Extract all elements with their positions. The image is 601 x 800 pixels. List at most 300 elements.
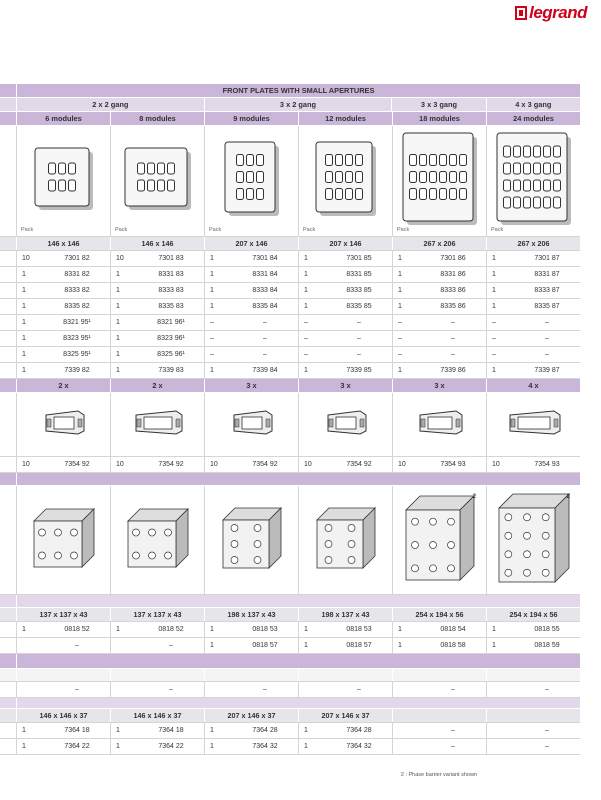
- catalogue-ref: –: [75, 642, 79, 649]
- pack-qty: 1: [116, 743, 120, 750]
- plate-size: 146 x 146: [110, 237, 204, 250]
- pack-qty: 1: [210, 255, 214, 262]
- pack-qty: [487, 682, 514, 697]
- table-row: [0, 299, 580, 315]
- boxes-band: [0, 473, 580, 486]
- frame-header: 3 x: [392, 379, 486, 392]
- pack-label: Pack: [115, 227, 128, 233]
- table-cell-group: [204, 315, 298, 330]
- catalogue-ref: 7364 32: [346, 743, 372, 750]
- table-row: [0, 363, 580, 379]
- table-cell-group: [16, 622, 110, 637]
- catalogue-ref: 7301 86: [440, 255, 466, 262]
- plate-image: [16, 126, 110, 236]
- box-image: [392, 486, 486, 594]
- pack-qty: 1: [210, 303, 214, 310]
- pack-qty: 1: [22, 335, 26, 342]
- plate-image: [486, 126, 580, 236]
- catalogue-ref: 8335 84: [252, 303, 278, 310]
- pack-qty: [111, 638, 138, 653]
- front-plates-title: FRONT PLATES WITH SMALL APERTURES: [16, 84, 580, 97]
- catalogue-ref: –: [357, 335, 361, 342]
- pack-qty: 1: [116, 727, 120, 734]
- pack-qty: 1: [492, 626, 496, 633]
- catalogue-ref: 0818 59: [534, 642, 560, 649]
- catalogue-ref: –: [263, 319, 267, 326]
- table-cell-group: [204, 347, 298, 362]
- catalogue-ref: 7301 82: [64, 255, 90, 262]
- frame-header: 2 x: [16, 379, 110, 392]
- catalogue-ref: 7364 18: [64, 727, 90, 734]
- table-row: [0, 267, 580, 283]
- table-cell-group: [204, 299, 298, 314]
- table-cell-group: [110, 363, 204, 378]
- box-size: 254 x 194 x 56: [486, 608, 580, 621]
- table-row: [0, 682, 580, 698]
- pack-qty: 10: [492, 461, 500, 468]
- catalogue-ref: 7301 83: [158, 255, 184, 262]
- table-cell-group: [392, 363, 486, 378]
- pack-qty: 1: [22, 367, 26, 374]
- table-cell-group: [16, 363, 110, 378]
- table-cell-group: [392, 251, 486, 266]
- catalogue-ref: 7354 93: [440, 461, 466, 468]
- table-cell-group: [298, 315, 392, 330]
- plate-drawing: [32, 145, 96, 218]
- catalogue-ref: 0818 53: [346, 626, 372, 633]
- table-cell-group: [392, 682, 486, 697]
- deep-size: 146 x 146 x 37: [110, 709, 204, 722]
- pack-qty: 1: [492, 642, 496, 649]
- catalogue-ref: –: [451, 335, 455, 342]
- pack-qty: –: [398, 351, 402, 358]
- gang-header: 2 x 2 gang: [16, 98, 204, 111]
- table-row: [0, 723, 580, 739]
- table-cell-group: [16, 283, 110, 298]
- table-cell-group: [298, 267, 392, 282]
- catalogue-ref: 7354 92: [252, 461, 278, 468]
- table-cell-group: [110, 739, 204, 754]
- box-drawing: [314, 505, 378, 576]
- table-cell-group: [16, 299, 110, 314]
- table-cell-group: [298, 283, 392, 298]
- catalogue-ref: 8321 96¹: [157, 319, 185, 326]
- table-cell-group: [204, 331, 298, 346]
- pack-qty: 1: [398, 626, 402, 633]
- pack-qty: 1: [398, 303, 402, 310]
- note-marker: 2: [472, 494, 476, 500]
- catalogue-ref: 7339 83: [158, 367, 184, 374]
- front-plates-title-band: [0, 84, 580, 98]
- catalogue-ref: –: [75, 686, 79, 693]
- pack-qty: –: [210, 351, 214, 358]
- pack-qty: [487, 739, 514, 754]
- table-cell-group: [110, 457, 204, 472]
- pack-qty: 1: [304, 727, 308, 734]
- gang-header: 3 x 2 gang: [204, 98, 392, 111]
- table-row: [0, 315, 580, 331]
- plate-image: [392, 126, 486, 236]
- catalogue-ref: –: [545, 335, 549, 342]
- catalogue-ref: 8323 95¹: [63, 335, 91, 342]
- plate-size: 207 x 146: [204, 237, 298, 250]
- box-drawing: [220, 505, 284, 576]
- catalogue-ref: 8325 96¹: [157, 351, 185, 358]
- legrand-logo-text: legrand: [529, 3, 587, 22]
- pack-qty: 1: [304, 287, 308, 294]
- plate-size: 267 x 206: [486, 237, 580, 250]
- pack-qty: 10: [116, 255, 124, 262]
- pack-label: Pack: [491, 227, 504, 233]
- catalogue-ref: 8331 82: [64, 271, 90, 278]
- catalogue-ref: 7364 22: [64, 743, 90, 750]
- table-cell-group: [486, 682, 580, 697]
- modules-header: 12 modules: [298, 112, 392, 125]
- pack-qty: 1: [22, 271, 26, 278]
- catalogue-ref: 8335 83: [158, 303, 184, 310]
- catalogue-ref: –: [263, 686, 267, 693]
- table-cell-group: [392, 283, 486, 298]
- pack-qty: [299, 682, 326, 697]
- table-cell-group: [16, 723, 110, 738]
- catalogue-ref: –: [169, 642, 173, 649]
- catalogue-ref: 8331 85: [346, 271, 372, 278]
- frame-header: 4 x: [486, 379, 580, 392]
- table-cell-group: [486, 723, 580, 738]
- box-drawing: [403, 493, 477, 588]
- table-cell-group: [298, 739, 392, 754]
- pack-qty: –: [304, 319, 308, 326]
- catalogue-ref: 0818 52: [64, 626, 90, 633]
- plate-drawing: [222, 139, 282, 224]
- table-cell-group: [110, 723, 204, 738]
- extra-gap: [0, 669, 580, 682]
- table-cell-group: [110, 283, 204, 298]
- table-cell-group: [110, 331, 204, 346]
- table-cell-group: [392, 638, 486, 653]
- catalogue-ref: 7339 85: [346, 367, 372, 374]
- table-cell-group: [486, 622, 580, 637]
- table-row: [0, 251, 580, 267]
- modules-header: 9 modules: [204, 112, 298, 125]
- table-cell-group: [392, 347, 486, 362]
- pack-qty: 1: [22, 743, 26, 750]
- catalogue-ref: 8323 96¹: [157, 335, 185, 342]
- table-cell-group: [110, 347, 204, 362]
- catalogue-ref: –: [357, 351, 361, 358]
- box-image: [16, 486, 110, 594]
- pack-qty: [487, 723, 514, 738]
- box-image: [486, 486, 580, 594]
- frame-drawing: [40, 407, 88, 442]
- pack-qty: 1: [22, 287, 26, 294]
- catalogue-ref: 8325 95¹: [63, 351, 91, 358]
- table-cell-group: [16, 739, 110, 754]
- plate-image: [110, 126, 204, 236]
- pack-qty: 1: [398, 287, 402, 294]
- pack-qty: 1: [398, 367, 402, 374]
- frame-drawing: [322, 407, 370, 442]
- table-cell-group: [486, 457, 580, 472]
- catalogue-ref: –: [545, 319, 549, 326]
- plate-size: 267 x 206: [392, 237, 486, 250]
- pack-qty: 1: [210, 367, 214, 374]
- modules-header: 24 modules: [486, 112, 580, 125]
- catalogue-ref: 7364 22: [158, 743, 184, 750]
- pack-qty: –: [492, 319, 496, 326]
- table-cell-group: [204, 622, 298, 637]
- box-drawing: [496, 491, 572, 590]
- table-cell-group: [110, 315, 204, 330]
- table-cell-group: [110, 267, 204, 282]
- catalogue-ref: 7354 92: [346, 461, 372, 468]
- pack-qty: 1: [398, 271, 402, 278]
- table-cell-group: [110, 622, 204, 637]
- plate-drawing: [494, 130, 574, 233]
- pack-qty: 1: [116, 367, 120, 374]
- plate-drawing: [313, 139, 379, 224]
- table-row: [0, 347, 580, 363]
- pack-qty: 1: [304, 271, 308, 278]
- pack-qty: [17, 638, 44, 653]
- catalogue-ref: 8333 84: [252, 287, 278, 294]
- gang-header-row: [0, 98, 580, 112]
- pack-qty: 1: [22, 626, 26, 633]
- box-drawing: [125, 506, 191, 575]
- catalogue-ref: –: [263, 335, 267, 342]
- legrand-logo: [515, 3, 587, 23]
- deep-size: [392, 709, 486, 722]
- table-cell-group: [110, 251, 204, 266]
- frame-drawing: [414, 407, 466, 442]
- pack-qty: [205, 682, 232, 697]
- frame-image: [486, 393, 580, 456]
- catalogue-ref: 7354 92: [64, 461, 90, 468]
- plate-drawing: [122, 145, 194, 218]
- table-cell-group: [486, 363, 580, 378]
- catalogue-ref: 7339 86: [440, 367, 466, 374]
- table-cell-group: [16, 251, 110, 266]
- catalogue-ref: –: [451, 319, 455, 326]
- pack-qty: 10: [116, 461, 124, 468]
- catalogue-ref: 7339 82: [64, 367, 90, 374]
- pack-qty: 1: [116, 319, 120, 326]
- pack-qty: 1: [304, 367, 308, 374]
- catalogue-ref: –: [357, 686, 361, 693]
- catalogue-ref: 0818 57: [252, 642, 278, 649]
- table-cell-group: [486, 283, 580, 298]
- table-cell-group: [110, 299, 204, 314]
- pack-qty: 1: [22, 319, 26, 326]
- pack-qty: –: [304, 335, 308, 342]
- catalogue-ref: 0818 57: [346, 642, 372, 649]
- table-row: [0, 638, 580, 654]
- table-cell-group: [298, 251, 392, 266]
- frame-header: 3 x: [298, 379, 392, 392]
- pack-qty: 1: [116, 351, 120, 358]
- table-cell-group: [392, 457, 486, 472]
- table-cell-group: [204, 251, 298, 266]
- catalogue-ref: 0818 55: [534, 626, 560, 633]
- pack-qty: 1: [210, 626, 214, 633]
- catalogue-ref: 0818 53: [252, 626, 278, 633]
- modules-header: 6 modules: [16, 112, 110, 125]
- gang-header: 3 x 3 gang: [391, 98, 485, 111]
- box-size: 137 x 137 x 43: [110, 608, 204, 621]
- catalogue-ref: 7301 87: [534, 255, 560, 262]
- modules-header-row: [0, 112, 580, 126]
- table-row: [0, 283, 580, 299]
- extra-rows: [0, 682, 580, 698]
- table-row: [0, 622, 580, 638]
- catalogue-ref: 8331 84: [252, 271, 278, 278]
- deep-rows: [0, 723, 580, 755]
- plate-image: [298, 126, 392, 236]
- box-size-row: [0, 608, 580, 622]
- catalogue-ref: 8335 82: [64, 303, 90, 310]
- catalogue-ref: 7339 84: [252, 367, 278, 374]
- pack-qty: 1: [304, 626, 308, 633]
- table-cell-group: [298, 331, 392, 346]
- table-cell-group: [486, 739, 580, 754]
- catalogue-ref: 8333 85: [346, 287, 372, 294]
- pack-qty: 1: [22, 351, 26, 358]
- box-image: [110, 486, 204, 594]
- note-marker: 2: [566, 494, 570, 500]
- catalogue-ref: –: [451, 686, 455, 693]
- pack-qty: 1: [22, 303, 26, 310]
- catalogue-ref: –: [169, 686, 173, 693]
- table-cell-group: [298, 723, 392, 738]
- pack-qty: 10: [22, 255, 30, 262]
- pack-qty: 1: [210, 727, 214, 734]
- front-plate-images-row: [0, 126, 580, 237]
- table-cell-group: [486, 331, 580, 346]
- pack-qty: 1: [492, 255, 496, 262]
- table-cell-group: [16, 457, 110, 472]
- table-row: [0, 457, 580, 473]
- pack-qty: 1: [304, 642, 308, 649]
- catalogue-ref: 8335 86: [440, 303, 466, 310]
- catalogue-ref: 8335 87: [534, 303, 560, 310]
- table-cell-group: [486, 267, 580, 282]
- table-cell-group: [392, 622, 486, 637]
- pack-qty: 1: [116, 335, 120, 342]
- pack-qty: [393, 739, 420, 754]
- frame-image: [110, 393, 204, 456]
- pack-qty: 1: [492, 287, 496, 294]
- catalogue-ref: 8333 86: [440, 287, 466, 294]
- table-cell-group: [486, 299, 580, 314]
- table-cell-group: [486, 347, 580, 362]
- catalogue-ref: –: [545, 743, 549, 750]
- deep-size: 207 x 146 x 37: [204, 709, 298, 722]
- pack-label: Pack: [21, 227, 34, 233]
- pack-qty: 1: [116, 626, 120, 633]
- pack-qty: 1: [22, 727, 26, 734]
- box-size: 198 x 137 x 43: [298, 608, 392, 621]
- catalogue-ref: 7354 92: [158, 461, 184, 468]
- pack-qty: –: [398, 319, 402, 326]
- pack-qty: 1: [116, 271, 120, 278]
- table-row: [0, 331, 580, 347]
- catalogue-ref: 8333 83: [158, 287, 184, 294]
- catalogue-ref: –: [263, 351, 267, 358]
- table-cell-group: [204, 739, 298, 754]
- plate-image: [204, 126, 298, 236]
- pack-qty: –: [398, 335, 402, 342]
- pack-qty: 10: [304, 461, 312, 468]
- catalogue-ref: 7301 84: [252, 255, 278, 262]
- catalogue-ref: 8331 87: [534, 271, 560, 278]
- table-cell-group: [16, 267, 110, 282]
- table-cell-group: [204, 682, 298, 697]
- table-cell-group: [298, 638, 392, 653]
- table-cell-group: [16, 315, 110, 330]
- boxes-band-2: [0, 595, 580, 608]
- frame-drawing: [130, 407, 186, 442]
- pack-qty: 1: [398, 642, 402, 649]
- table-cell-group: [298, 682, 392, 697]
- deep-size: 146 x 146 x 37: [16, 709, 110, 722]
- legrand-logo-mark: [515, 6, 527, 20]
- box-images-row: [0, 486, 580, 595]
- modules-header: 8 modules: [110, 112, 204, 125]
- pack-qty: 1: [492, 271, 496, 278]
- extra-band: [0, 654, 580, 669]
- table-cell-group: [110, 638, 204, 653]
- pack-qty: –: [492, 335, 496, 342]
- catalogue-ref: 7339 87: [534, 367, 560, 374]
- plate-size-row: [0, 237, 580, 251]
- box-image: [204, 486, 298, 594]
- table-cell-group: [392, 723, 486, 738]
- plate-drawing: [400, 130, 480, 233]
- table-cell-group: [16, 347, 110, 362]
- catalogue-ref: 8331 83: [158, 271, 184, 278]
- pack-qty: –: [304, 351, 308, 358]
- pack-qty: 1: [492, 303, 496, 310]
- box-size: 137 x 137 x 43: [16, 608, 110, 621]
- table-cell-group: [486, 251, 580, 266]
- pack-qty: 10: [398, 461, 406, 468]
- catalogue-ref: 7364 18: [158, 727, 184, 734]
- table-cell-group: [298, 363, 392, 378]
- pack-qty: 1: [304, 255, 308, 262]
- catalogue-ref: 8335 85: [346, 303, 372, 310]
- table-cell-group: [486, 315, 580, 330]
- table-cell-group: [392, 299, 486, 314]
- pack-qty: [393, 723, 420, 738]
- pack-qty: [17, 682, 44, 697]
- pack-label: Pack: [209, 227, 222, 233]
- pack-qty: –: [210, 335, 214, 342]
- catalogue-ref: –: [357, 319, 361, 326]
- table-cell-group: [204, 363, 298, 378]
- catalogue-ref: 7354 93: [534, 461, 560, 468]
- frame-image: [392, 393, 486, 456]
- table-cell-group: [204, 457, 298, 472]
- pack-qty: [393, 682, 420, 697]
- table-cell-group: [486, 638, 580, 653]
- catalogue-ref: –: [451, 743, 455, 750]
- front-plate-rows: [0, 251, 580, 379]
- frame-header: 2 x: [110, 379, 204, 392]
- pack-qty: 1: [304, 303, 308, 310]
- box-image: [298, 486, 392, 594]
- frame-images-row: [0, 393, 580, 457]
- pack-qty: 1: [304, 743, 308, 750]
